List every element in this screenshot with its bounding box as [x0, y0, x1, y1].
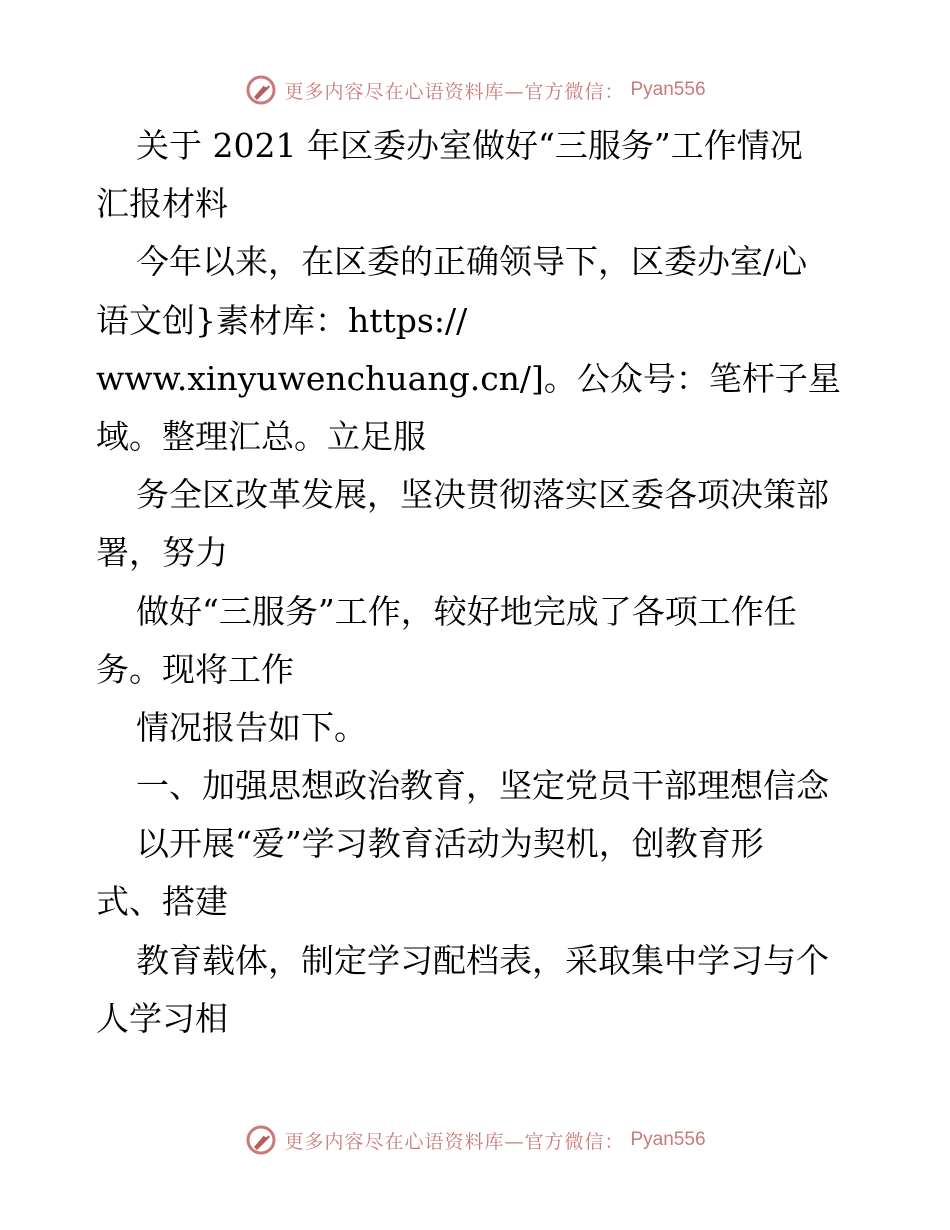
- text-line: 今年以来，在区委的正确领导下，区委办室/心: [136, 242, 808, 282]
- pen-nib-circle-icon: [244, 1123, 278, 1157]
- footer-watermark: [0, 1120, 950, 1160]
- text-line: 务全区改革发展，坚决贯彻落实区委各项决策部: [136, 475, 829, 515]
- text-line: 域。整理汇总。立足服: [96, 416, 426, 456]
- document-body: [96, 117, 876, 1048]
- text-line: www.xinyuwenchuang.cn/]。公众号：笔杆子星: [96, 358, 841, 398]
- text-line: 务。现将工作: [96, 649, 294, 689]
- text-line: 式、搭建: [96, 882, 228, 922]
- text-line: 关于 2021 年区委办室做好“三服务”工作情况: [136, 126, 803, 165]
- watermark-wechat-id: Pyan556: [630, 79, 706, 100]
- text-line: 汇报材料: [96, 184, 228, 224]
- header-watermark: [0, 70, 950, 110]
- watermark-text: 更多内容尽在心语资料库—官方微信：: [284, 80, 625, 103]
- text-line: 一、加强思想政治教育，坚定党员干部理想信念: [136, 766, 829, 806]
- text-line: 人学习相: [96, 998, 228, 1038]
- text-line: 语文创}素材库：https://: [96, 300, 468, 340]
- pen-nib-circle-icon: [244, 73, 278, 107]
- text-line: 做好“三服务”工作，较好地完成了各项工作任: [136, 591, 797, 631]
- text-line: 以开展“爱”学习教育活动为契机，创教育形: [136, 824, 764, 864]
- text-line: 署，努力: [96, 533, 228, 573]
- watermark-text: 更多内容尽在心语资料库—官方微信：: [284, 1130, 625, 1153]
- text-line: 情况报告如下。: [136, 707, 367, 747]
- text-line: 教育载体，制定学习配档表，采取集中学习与个: [136, 940, 829, 980]
- watermark-wechat-id: Pyan556: [630, 1129, 706, 1150]
